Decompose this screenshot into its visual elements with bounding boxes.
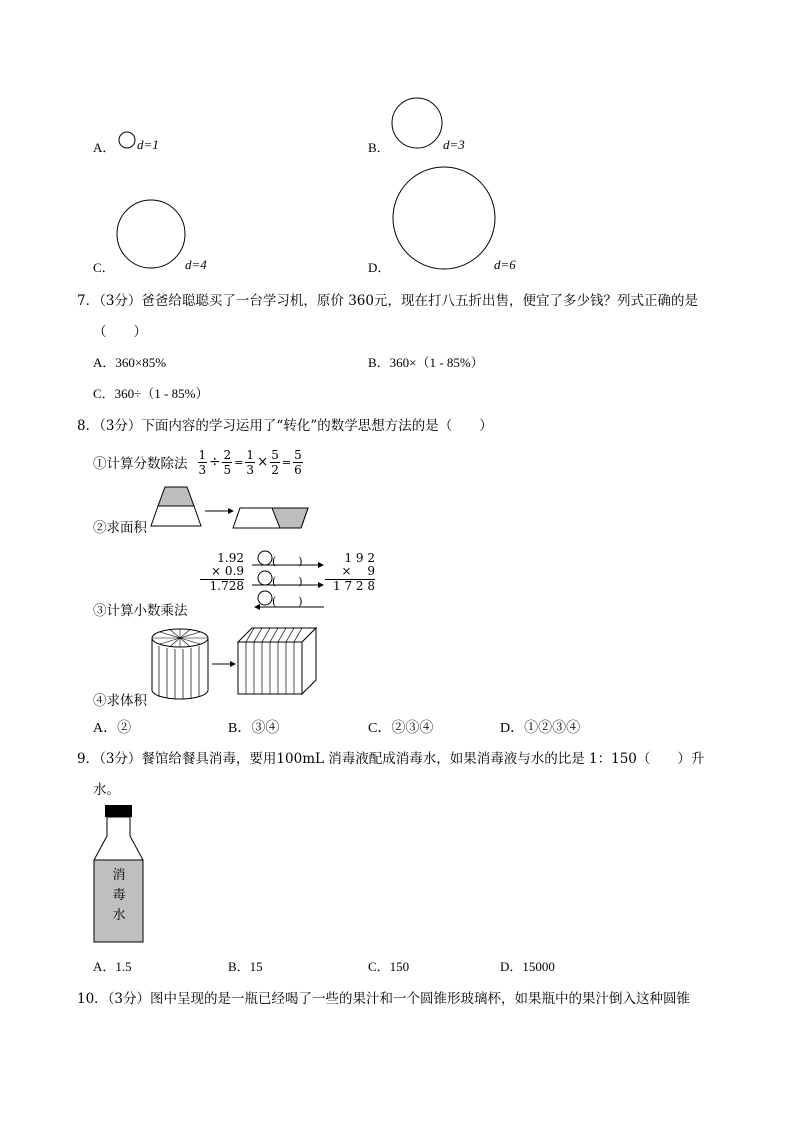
equals-sign: = (281, 455, 292, 469)
right-line-3: 1 7 2 8 (325, 579, 375, 593)
cylinder-to-cuboid-diagram (150, 624, 325, 704)
right-line-2: × 9 (341, 564, 375, 578)
bottle-char: 消 (112, 868, 126, 883)
q9-option-b: B．15 (228, 959, 263, 974)
fraction: $\frac{5}{2}$ (271, 447, 279, 477)
circle-diagrams (0, 0, 794, 300)
q8-option-a: A．② (93, 721, 132, 736)
circle-b (392, 98, 442, 148)
q8-item3-parens (272, 552, 303, 612)
bottle-char: 毒 (112, 888, 126, 903)
bottle-label-text (110, 866, 128, 926)
circle-d (393, 167, 495, 269)
trapezoid-top-shaded (158, 487, 194, 506)
option-d-diameter: d=6 (494, 257, 516, 272)
q7-option-a: A．360×85% (93, 355, 167, 370)
bottle-cap (105, 805, 132, 817)
q8-item3-label: ③计算小数乘法 (93, 603, 188, 619)
q8-item1-label: ①计算分数除法 (93, 456, 188, 472)
divide-sign: ÷ (209, 454, 221, 470)
q9-option-d: D．15000 (500, 959, 555, 974)
q9-option-a: A．1.5 (93, 959, 132, 974)
q8-item3-right (325, 552, 375, 593)
q8-stem: 8．（3分）下面内容的学习运用了“转化”的数学思想方法的是（ ） (77, 418, 493, 434)
option-b-letter: B． (368, 140, 390, 155)
option-c-diameter: d=4 (185, 257, 207, 272)
q7-stem: 7．（3分）爸爸给聪聪买了一台学习机，原价 360元，现在打八五折出售，便宜了多少钱？列式正确的是 (77, 293, 698, 309)
q8-option-c: C．②③④ (368, 721, 434, 736)
q9-stem: 9．（3分）餐馆给餐具消毒，要用100mL 消毒液配成消毒水，如果消毒液与水的比是 1：150（ ）升 (77, 751, 705, 767)
option-d-letter: D． (368, 260, 391, 275)
q8-option-d: D．①②③④ (500, 721, 581, 736)
fraction: $\frac{2}{5}$ (223, 447, 232, 477)
q7-option-b: B．360×（1 - 85%） (368, 355, 484, 370)
left-line-1: 1.92 (217, 551, 244, 565)
left-line-2: × 0.9 (211, 564, 244, 578)
option-a-letter: A． (93, 140, 116, 155)
bottle-char: 水 (112, 908, 126, 923)
arrow-right-icon (318, 562, 324, 568)
trapezoid-to-parallelogram-diagram (150, 484, 310, 530)
q9-option-c: C．150 (368, 959, 410, 974)
equals-sign: = (234, 455, 244, 469)
option-a-diameter: d=1 (137, 137, 159, 152)
q8-option-b: B．③④ (228, 721, 280, 736)
circle-a (119, 132, 135, 148)
option-b-diameter: d=3 (443, 137, 465, 152)
q8-item2-label: ②求面积 (93, 520, 147, 536)
q10-stem: 10．（3分）图中呈现的是一瓶已经喝了一些的果汁和一个圆锥形玻璃杯，如果瓶中的果汁倒入这种圆锥 (77, 991, 691, 1007)
left-line-3: 1.728 (200, 579, 244, 593)
option-c-letter: C． (93, 260, 115, 275)
arrow-right-icon (228, 508, 234, 514)
arrow-right-icon (230, 661, 236, 667)
arrow-right-icon (318, 582, 324, 588)
q8-item4-label: ④求体积 (93, 693, 147, 709)
q9-stem-line2: 水。 (93, 782, 120, 798)
q7-option-c: C．360÷（1 - 85%） (93, 386, 209, 401)
times-sign: × (256, 454, 269, 470)
fraction: $\frac{1}{3}$ (198, 447, 207, 477)
circle-c (117, 200, 185, 268)
q8-item1 (93, 446, 303, 478)
fraction: $\frac{1}{3}$ (246, 447, 254, 477)
right-line-1: 1 9 2 (344, 551, 375, 565)
fraction: $\frac{5}{6}$ (294, 447, 302, 477)
arrow-left-icon (254, 604, 260, 610)
trapezoid-bottom (151, 506, 201, 526)
q7-blank: （ ） (93, 324, 147, 340)
blank-paren: ( ) (272, 595, 303, 608)
blank-paren: ( ) (272, 555, 303, 568)
blank-paren: ( ) (272, 575, 303, 588)
